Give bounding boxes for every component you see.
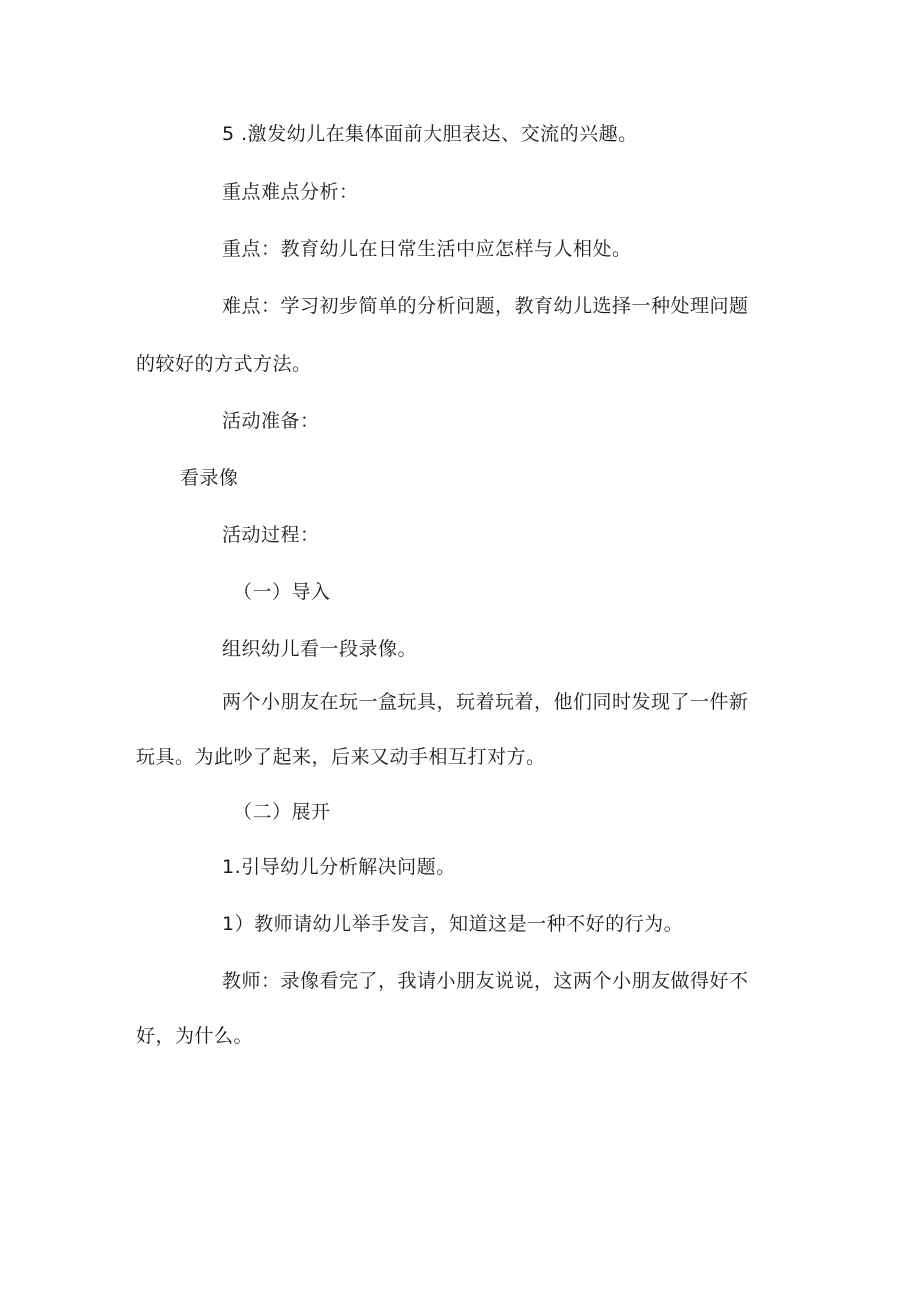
subheading-development: （二）展开 <box>233 801 331 823</box>
step-1-sub-1: 1）教师请幼儿举手发言，知道这是一种不好的行为。 <box>222 913 684 935</box>
subheading-introduction: （一）导入 <box>233 581 331 603</box>
goal-item-5: 5 .激发幼儿在集体面前大胆表达、交流的兴趣。 <box>222 123 638 145</box>
teacher-dialogue: 教师：录像看完了，我请小朋友说说，这两个小朋友做得好不 <box>222 970 749 992</box>
teacher-dialogue-continued: 好，为什么。 <box>136 1025 254 1047</box>
video-description: 两个小朋友在玩一盒玩具，玩着玩着，他们同时发现了一件新 <box>222 691 749 713</box>
section-heading-key-points: 重点难点分析： <box>222 181 359 203</box>
video-description-continued: 玩具。为此吵了起来，后来又动手相互打对方。 <box>136 746 546 768</box>
difficulty-text: 难点：学习初步简单的分析问题，教育幼儿选择一种处理问题 <box>222 295 749 317</box>
preparation-text: 看录像 <box>180 467 239 489</box>
section-heading-process: 活动过程： <box>222 524 320 546</box>
section-heading-preparation: 活动准备： <box>222 410 320 432</box>
key-point-text: 重点：教育幼儿在日常生活中应怎样与人相处。 <box>222 238 632 260</box>
step-1-heading: 1.引导幼儿分析解决问题。 <box>222 856 456 878</box>
difficulty-text-continued: 的较好的方式方法。 <box>136 353 312 375</box>
introduction-text: 组织幼儿看一段录像。 <box>222 638 418 660</box>
